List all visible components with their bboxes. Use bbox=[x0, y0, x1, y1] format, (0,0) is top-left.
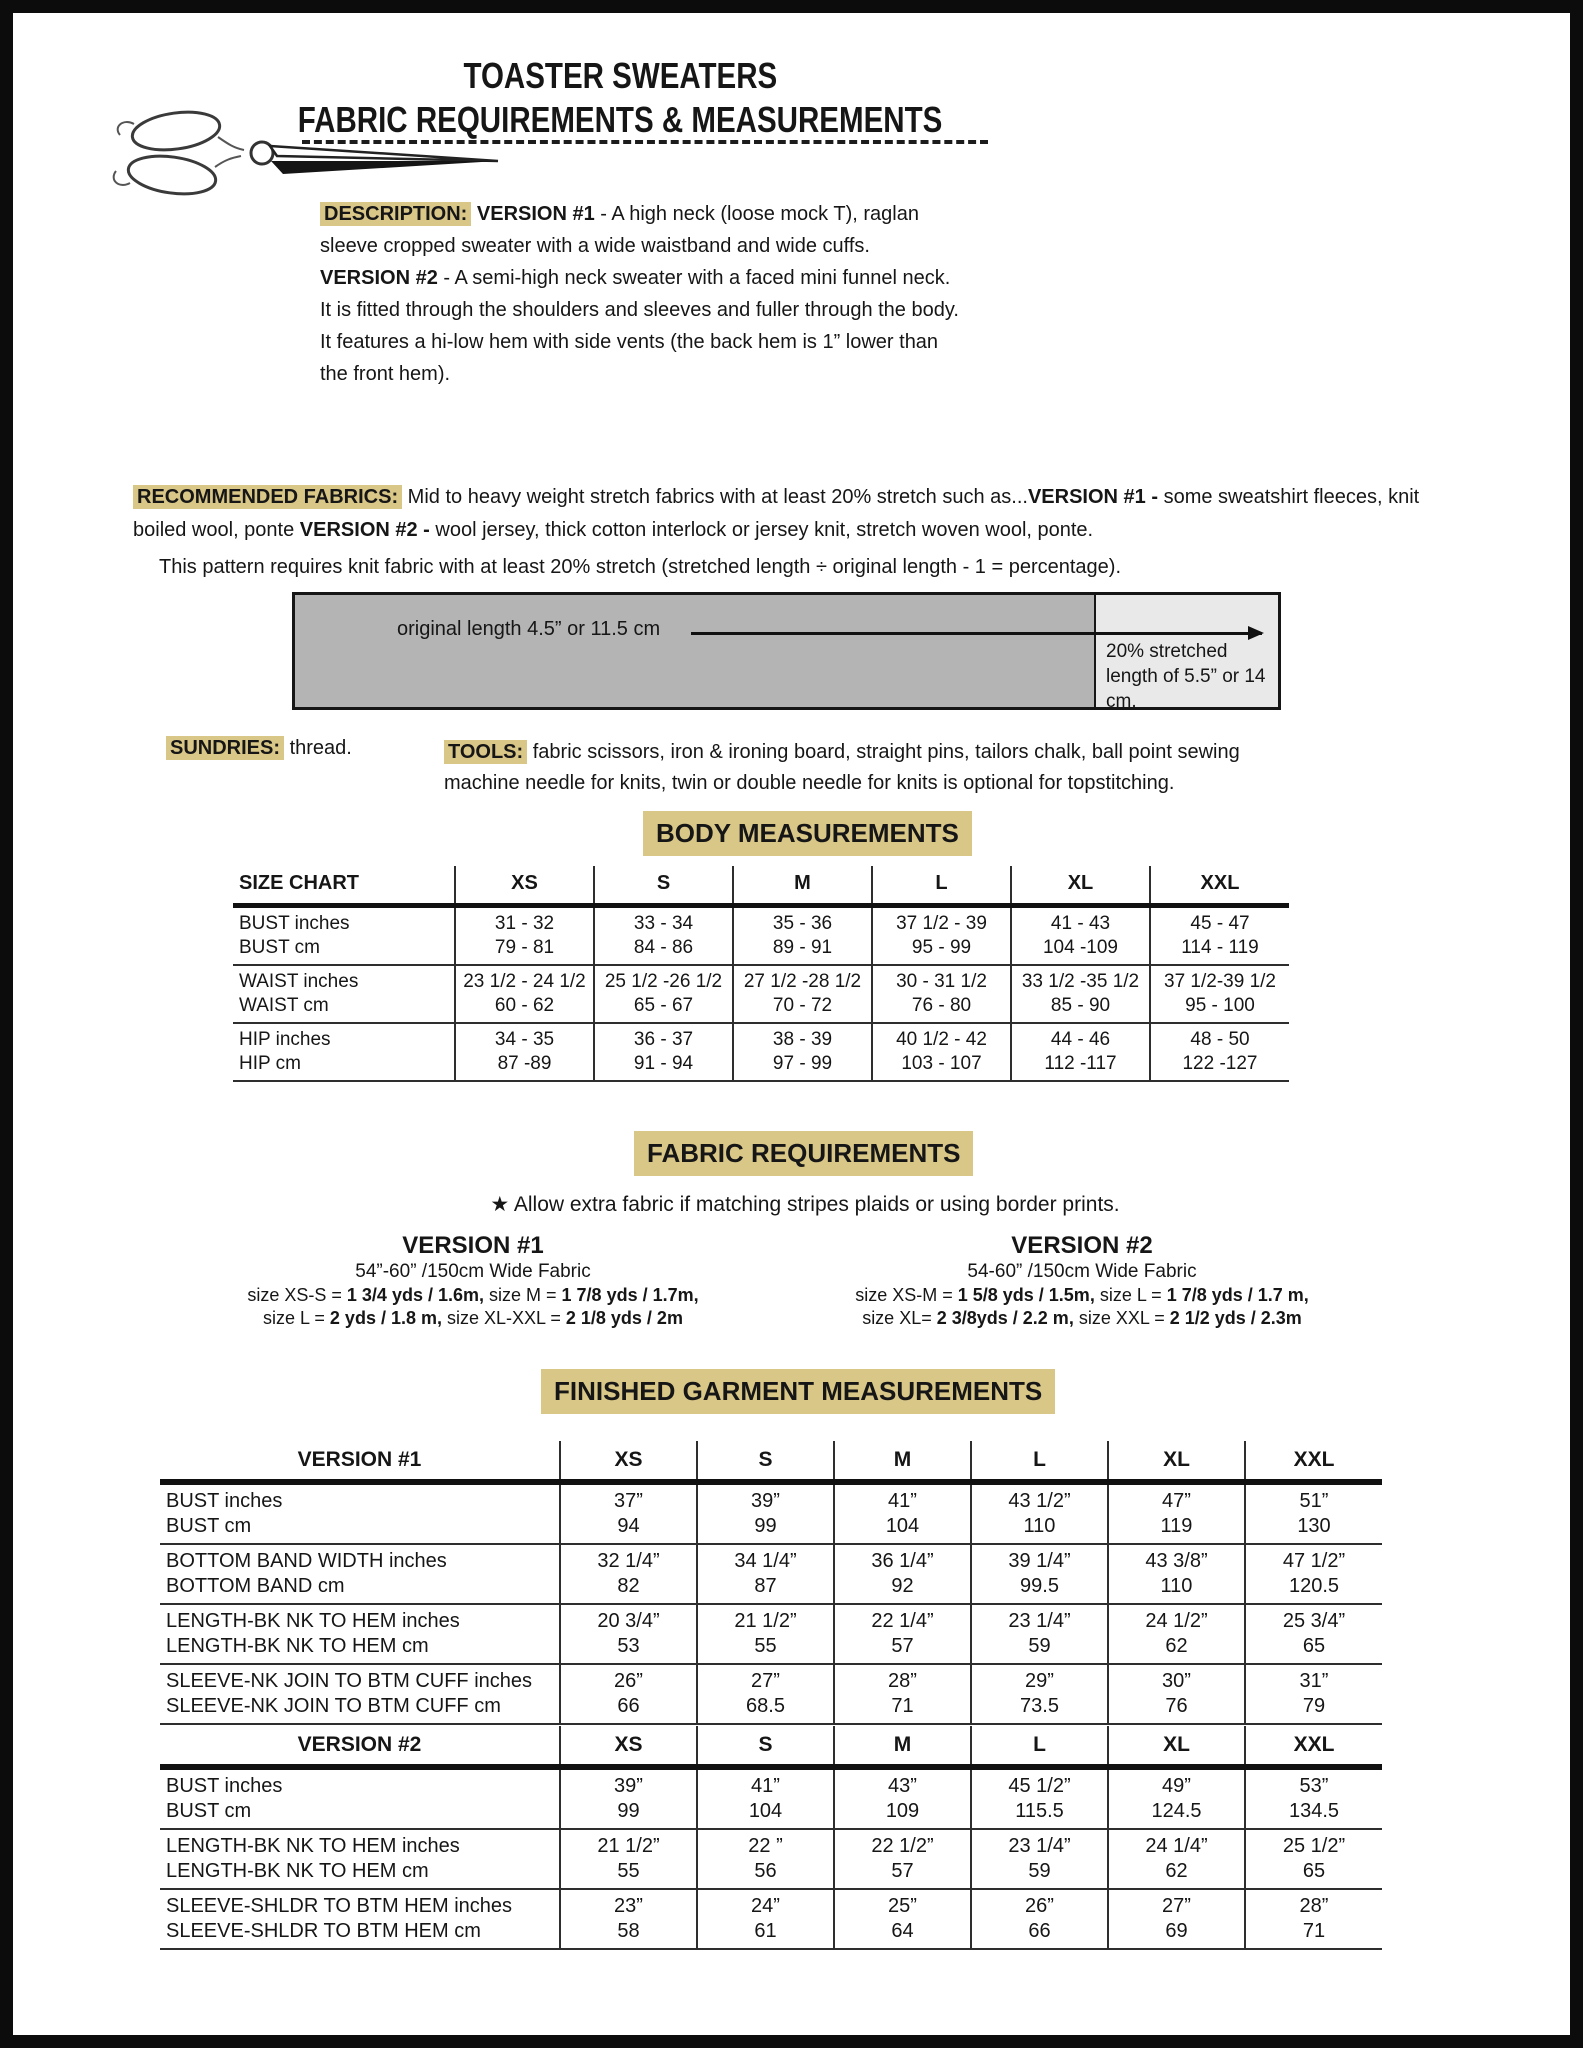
cell: 92 bbox=[834, 1574, 971, 1604]
description-label: DESCRIPTION: bbox=[320, 202, 471, 226]
version2-yardage-line2: size XL= 2 3/8yds / 2.2 m, size XXL = 2 1/2 yds / 2.3m bbox=[862, 1308, 1302, 1328]
column-header: S bbox=[697, 1441, 834, 1482]
cell: 37 1/2-39 1/2 bbox=[1150, 965, 1289, 994]
row-label: SLEEVE-SHLDR TO BTM HEM inches bbox=[166, 1895, 513, 1917]
table-row bbox=[160, 1634, 1382, 1664]
tools-text: fabric scissors, iron & ironing board, straight pins, tailors chalk, ball point sewing machine needle for knits, twin or double needle for knits is optional for topstitching. bbox=[444, 741, 1240, 794]
column-header: SIZE CHART bbox=[233, 866, 455, 906]
table-row bbox=[160, 1544, 1382, 1574]
column-header: M bbox=[834, 1726, 971, 1767]
row-label: BUST inches bbox=[239, 913, 350, 934]
table-row bbox=[160, 1514, 1382, 1544]
cell: 68.5 bbox=[697, 1694, 834, 1724]
cell: 40 1/2 - 42 bbox=[872, 1023, 1011, 1052]
cell: 27 1/2 -28 1/2 bbox=[733, 965, 872, 994]
table-row bbox=[160, 1574, 1382, 1604]
cell: 22 1/2” bbox=[834, 1829, 971, 1859]
cell: 25” bbox=[834, 1889, 971, 1919]
cell: 120.5 bbox=[1245, 1574, 1382, 1604]
page-title-line2: FABRIC REQUIREMENTS & MEASUREMENTS bbox=[297, 99, 943, 140]
cell: 59 bbox=[971, 1859, 1108, 1889]
version2-description: - A semi-high neck sweater with a faced mini funnel neck. It is fitted through the shoulders and sleeves and fuller through the body. It features a hi-low hem with side vents (the back hem is 1” lower than the front hem). bbox=[320, 267, 959, 385]
row-label: BOTTOM BAND WIDTH inches bbox=[166, 1550, 447, 1572]
cell: 65 bbox=[1245, 1634, 1382, 1664]
cell: 57 bbox=[834, 1634, 971, 1664]
cell: 84 - 86 bbox=[594, 936, 733, 965]
cell: 45 - 47 bbox=[1150, 906, 1289, 937]
table-row bbox=[160, 1664, 1382, 1694]
row-label: SLEEVE-SHLDR TO BTM HEM cm bbox=[160, 1919, 560, 1949]
cell: 41” bbox=[834, 1482, 971, 1514]
cell: 124.5 bbox=[1108, 1799, 1245, 1829]
fabric-note: ★ Allow extra fabric if matching stripes plaids or using border prints. bbox=[490, 1193, 1120, 1216]
cell: 87 bbox=[697, 1574, 834, 1604]
description-paragraph bbox=[320, 198, 960, 390]
cell: 60 - 62 bbox=[455, 994, 594, 1023]
table-header-row bbox=[233, 866, 1289, 906]
version2-table-title: VERSION #2 bbox=[160, 1726, 560, 1767]
cell: 76 - 80 bbox=[872, 994, 1011, 1023]
stretched-length-label: 20% stretched length of 5.5” or 14 cm. bbox=[1106, 641, 1266, 712]
version2-fabrics: wool jersey, thick cotton interlock or jersey knit, stretch woven wool, ponte. bbox=[435, 519, 1094, 541]
stretch-arrow bbox=[691, 632, 1262, 635]
table-row bbox=[160, 1799, 1382, 1829]
scissors-icon bbox=[110, 104, 502, 202]
row-label: LENGTH-BK NK TO HEM cm bbox=[160, 1634, 560, 1664]
tools-label: TOOLS: bbox=[444, 740, 527, 764]
cell: 71 bbox=[1245, 1919, 1382, 1949]
column-header: XXL bbox=[1150, 866, 1289, 906]
cell: 103 - 107 bbox=[872, 1052, 1011, 1081]
row-label: WAIST cm bbox=[233, 994, 455, 1023]
recommended-fabrics-intro: Mid to heavy weight stretch fabrics with at least 20% stretch such as... bbox=[402, 486, 1028, 508]
tools-line bbox=[444, 737, 1294, 799]
row-label: HIP cm bbox=[233, 1052, 455, 1081]
cell: 114 - 119 bbox=[1150, 936, 1289, 965]
finished-garment-header: FINISHED GARMENT MEASUREMENTS bbox=[541, 1369, 1055, 1414]
table-row bbox=[233, 906, 1289, 937]
cell: 66 bbox=[560, 1694, 697, 1724]
column-header: XS bbox=[560, 1441, 697, 1482]
cell: 34 1/4” bbox=[697, 1544, 834, 1574]
table-row bbox=[160, 1889, 1382, 1919]
cell: 39” bbox=[560, 1767, 697, 1799]
version2-title: VERSION #2 bbox=[1011, 1232, 1153, 1259]
stretched-length-panel bbox=[1094, 595, 1278, 712]
cell: 34 - 35 bbox=[455, 1023, 594, 1052]
cell: 122 -127 bbox=[1150, 1052, 1289, 1081]
cell: 99 bbox=[697, 1514, 834, 1544]
cell: 23 1/4” bbox=[971, 1829, 1108, 1859]
cell: 43” bbox=[834, 1767, 971, 1799]
cell: 23 1/2 - 24 1/2 bbox=[455, 965, 594, 994]
cell: 119 bbox=[1108, 1514, 1245, 1544]
cell: 95 - 100 bbox=[1150, 994, 1289, 1023]
cell: 104 bbox=[697, 1799, 834, 1829]
cell: 37 1/2 - 39 bbox=[872, 906, 1011, 937]
cell: 43 1/2” bbox=[971, 1482, 1108, 1514]
cell: 115.5 bbox=[971, 1799, 1108, 1829]
cell: 95 - 99 bbox=[872, 936, 1011, 965]
cell: 47 1/2” bbox=[1245, 1544, 1382, 1574]
column-header: S bbox=[697, 1726, 834, 1767]
version1-fabric-width: 54”-60” /150cm Wide Fabric bbox=[355, 1261, 591, 1282]
cell: 79 bbox=[1245, 1694, 1382, 1724]
sundries-label: SUNDRIES: bbox=[166, 736, 284, 760]
cell: 109 bbox=[834, 1799, 971, 1829]
column-header: XS bbox=[455, 866, 594, 906]
cell: 36 1/4” bbox=[834, 1544, 971, 1574]
stretch-note: This pattern requires knit fabric with at least 20% stretch (stretched length ÷ original length - 1 = percentage). bbox=[158, 556, 1122, 578]
row-label: BUST inches bbox=[166, 1490, 283, 1512]
cell: 73.5 bbox=[971, 1694, 1108, 1724]
version2-label: VERSION #2 bbox=[320, 267, 438, 289]
row-label: LENGTH-BK NK TO HEM inches bbox=[166, 1835, 460, 1857]
cell: 53” bbox=[1245, 1767, 1382, 1799]
table-row bbox=[233, 1052, 1289, 1081]
cell: 44 - 46 bbox=[1011, 1023, 1150, 1052]
cell: 94 bbox=[560, 1514, 697, 1544]
version1-fabric-requirements bbox=[153, 1231, 793, 1330]
cell: 112 -117 bbox=[1011, 1052, 1150, 1081]
cell: 134.5 bbox=[1245, 1799, 1382, 1829]
cell: 61 bbox=[697, 1919, 834, 1949]
cell: 31” bbox=[1245, 1664, 1382, 1694]
cell: 104 -109 bbox=[1011, 936, 1150, 965]
cell: 27” bbox=[697, 1664, 834, 1694]
table-header-row bbox=[160, 1726, 1382, 1767]
column-header: XS bbox=[560, 1726, 697, 1767]
cell: 30 - 31 1/2 bbox=[872, 965, 1011, 994]
table-row bbox=[160, 1829, 1382, 1859]
cell: 23” bbox=[560, 1889, 697, 1919]
table-row bbox=[233, 936, 1289, 965]
cell: 25 1/2 -26 1/2 bbox=[594, 965, 733, 994]
cell: 82 bbox=[560, 1574, 697, 1604]
cell: 55 bbox=[560, 1859, 697, 1889]
cell: 20 3/4” bbox=[560, 1604, 697, 1634]
cell: 49” bbox=[1108, 1767, 1245, 1799]
cell: 104 bbox=[834, 1514, 971, 1544]
column-header: M bbox=[733, 866, 872, 906]
cell: 26” bbox=[560, 1664, 697, 1694]
cell: 32 1/4” bbox=[560, 1544, 697, 1574]
version1-label: VERSION #1 bbox=[471, 203, 595, 225]
cell: 38 - 39 bbox=[733, 1023, 872, 1052]
cell: 110 bbox=[971, 1514, 1108, 1544]
body-measurements-table bbox=[233, 866, 1289, 1082]
sundries-line bbox=[166, 737, 352, 760]
cell: 99.5 bbox=[971, 1574, 1108, 1604]
stretch-diagram bbox=[292, 592, 1281, 710]
table-header-row bbox=[160, 1441, 1382, 1482]
version1-yardage-line2: size L = 2 yds / 1.8 m, size XL-XXL = 2 1/8 yds / 2m bbox=[263, 1308, 683, 1328]
cell: 69 bbox=[1108, 1919, 1245, 1949]
row-label: LENGTH-BK NK TO HEM cm bbox=[160, 1859, 560, 1889]
cell: 97 - 99 bbox=[733, 1052, 872, 1081]
row-label: SLEEVE-NK JOIN TO BTM CUFF inches bbox=[166, 1670, 533, 1692]
body-measurements-header: BODY MEASUREMENTS bbox=[643, 811, 972, 856]
row-label: BUST cm bbox=[233, 936, 455, 965]
cell: 22 1/4” bbox=[834, 1604, 971, 1634]
cell: 24 1/2” bbox=[1108, 1604, 1245, 1634]
row-label: HIP inches bbox=[239, 1029, 331, 1050]
cell: 28” bbox=[834, 1664, 971, 1694]
cell: 64 bbox=[834, 1919, 971, 1949]
row-label: BUST inches bbox=[166, 1775, 283, 1797]
cell: 91 - 94 bbox=[594, 1052, 733, 1081]
cell: 71 bbox=[834, 1694, 971, 1724]
table-row bbox=[160, 1767, 1382, 1799]
column-header: XL bbox=[1108, 1726, 1245, 1767]
cell: 66 bbox=[971, 1919, 1108, 1949]
row-label: SLEEVE-NK JOIN TO BTM CUFF cm bbox=[160, 1694, 560, 1724]
cell: 27” bbox=[1108, 1889, 1245, 1919]
version1-yardage-line1: size XS-S = 1 3/4 yds / 1.6m, size M = 1 7/8 yds / 1.7m, bbox=[247, 1285, 699, 1305]
version1-title: VERSION #1 bbox=[402, 1232, 544, 1259]
table-row bbox=[160, 1694, 1382, 1724]
version1-table-title: VERSION #1 bbox=[160, 1441, 560, 1482]
cell: 23 1/4” bbox=[971, 1604, 1108, 1634]
cell: 58 bbox=[560, 1919, 697, 1949]
cell: 89 - 91 bbox=[733, 936, 872, 965]
cell: 56 bbox=[697, 1859, 834, 1889]
cell: 51” bbox=[1245, 1482, 1382, 1514]
cell: 65 - 67 bbox=[594, 994, 733, 1023]
cell: 99 bbox=[560, 1799, 697, 1829]
cell: 70 - 72 bbox=[733, 994, 872, 1023]
cell: 30” bbox=[1108, 1664, 1245, 1694]
cell: 21 1/2” bbox=[560, 1829, 697, 1859]
cell: 37” bbox=[560, 1482, 697, 1514]
column-header: L bbox=[971, 1726, 1108, 1767]
column-header: M bbox=[834, 1441, 971, 1482]
cell: 85 - 90 bbox=[1011, 994, 1150, 1023]
sundries-text: thread. bbox=[284, 737, 352, 759]
table-row bbox=[160, 1482, 1382, 1514]
table-row bbox=[160, 1859, 1382, 1889]
cell: 25 3/4” bbox=[1245, 1604, 1382, 1634]
cell: 53 bbox=[560, 1634, 697, 1664]
cell: 31 - 32 bbox=[455, 906, 594, 937]
cell: 87 -89 bbox=[455, 1052, 594, 1081]
cell: 33 - 34 bbox=[594, 906, 733, 937]
cell: 47” bbox=[1108, 1482, 1245, 1514]
cell: 59 bbox=[971, 1634, 1108, 1664]
column-header: XL bbox=[1011, 866, 1150, 906]
cell: 65 bbox=[1245, 1859, 1382, 1889]
cell: 35 - 36 bbox=[733, 906, 872, 937]
cell: 76 bbox=[1108, 1694, 1245, 1724]
recommended-fabrics-label: RECOMMENDED FABRICS: bbox=[133, 485, 402, 509]
column-header: XXL bbox=[1245, 1726, 1382, 1767]
cell: 26” bbox=[971, 1889, 1108, 1919]
cell: 25 1/2” bbox=[1245, 1829, 1382, 1859]
table-row bbox=[233, 965, 1289, 994]
cell: 130 bbox=[1245, 1514, 1382, 1544]
original-length-label: original length 4.5” or 11.5 cm bbox=[397, 618, 661, 640]
cell: 62 bbox=[1108, 1859, 1245, 1889]
version2-yardage-line1: size XS-M = 1 5/8 yds / 1.5m, size L = 1 7/8 yds / 1.7 m, bbox=[855, 1285, 1309, 1305]
cell: 24 1/4” bbox=[1108, 1829, 1245, 1859]
version2-label: VERSION #2 - bbox=[299, 519, 436, 541]
version1-measurements-table bbox=[160, 1441, 1382, 1725]
cell: 48 - 50 bbox=[1150, 1023, 1289, 1052]
cell: 45 1/2” bbox=[971, 1767, 1108, 1799]
fabric-requirements-header: FABRIC REQUIREMENTS bbox=[634, 1131, 973, 1176]
column-header: XXL bbox=[1245, 1441, 1382, 1482]
cell: 21 1/2” bbox=[697, 1604, 834, 1634]
cell: 28” bbox=[1245, 1889, 1382, 1919]
table-row bbox=[160, 1604, 1382, 1634]
cell: 36 - 37 bbox=[594, 1023, 733, 1052]
version2-measurements-table bbox=[160, 1726, 1382, 1950]
row-label: BUST cm bbox=[160, 1799, 560, 1829]
cell: 62 bbox=[1108, 1634, 1245, 1664]
column-header: L bbox=[971, 1441, 1108, 1482]
cell: 79 - 81 bbox=[455, 936, 594, 965]
cell: 22 ” bbox=[697, 1829, 834, 1859]
cell: 110 bbox=[1108, 1574, 1245, 1604]
cell: 39” bbox=[697, 1482, 834, 1514]
table-row bbox=[233, 994, 1289, 1023]
table-row bbox=[160, 1919, 1382, 1949]
cell: 29” bbox=[971, 1664, 1108, 1694]
cell: 57 bbox=[834, 1859, 971, 1889]
row-label: WAIST inches bbox=[239, 971, 359, 992]
row-label: BOTTOM BAND cm bbox=[160, 1574, 560, 1604]
column-header: XL bbox=[1108, 1441, 1245, 1482]
cell: 41 - 43 bbox=[1011, 906, 1150, 937]
version2-fabric-width: 54-60” /150cm Wide Fabric bbox=[967, 1261, 1197, 1282]
column-header: L bbox=[872, 866, 1011, 906]
cell: 43 3/8” bbox=[1108, 1544, 1245, 1574]
column-header: S bbox=[594, 866, 733, 906]
cell: 55 bbox=[697, 1634, 834, 1664]
row-label: LENGTH-BK NK TO HEM inches bbox=[166, 1610, 460, 1632]
table-row bbox=[233, 1023, 1289, 1052]
page-title-line1: TOASTER SWEATERS bbox=[463, 55, 777, 96]
cell: 39 1/4” bbox=[971, 1544, 1108, 1574]
version1-fabrics: some sweatshirt fleeces, knit boiled wool, ponte bbox=[133, 486, 1420, 541]
row-label: BUST cm bbox=[160, 1514, 560, 1544]
cell: 33 1/2 -35 1/2 bbox=[1011, 965, 1150, 994]
cell: 41” bbox=[697, 1767, 834, 1799]
version1-description: - A high neck (loose mock T), raglan sleeve cropped sweater with a wide waistband and wide cuffs. bbox=[320, 203, 919, 257]
version1-label: VERSION #1 - bbox=[1027, 486, 1164, 508]
cell: 24” bbox=[697, 1889, 834, 1919]
version2-fabric-requirements bbox=[762, 1231, 1402, 1330]
recommended-fabrics-paragraph bbox=[133, 481, 1465, 547]
